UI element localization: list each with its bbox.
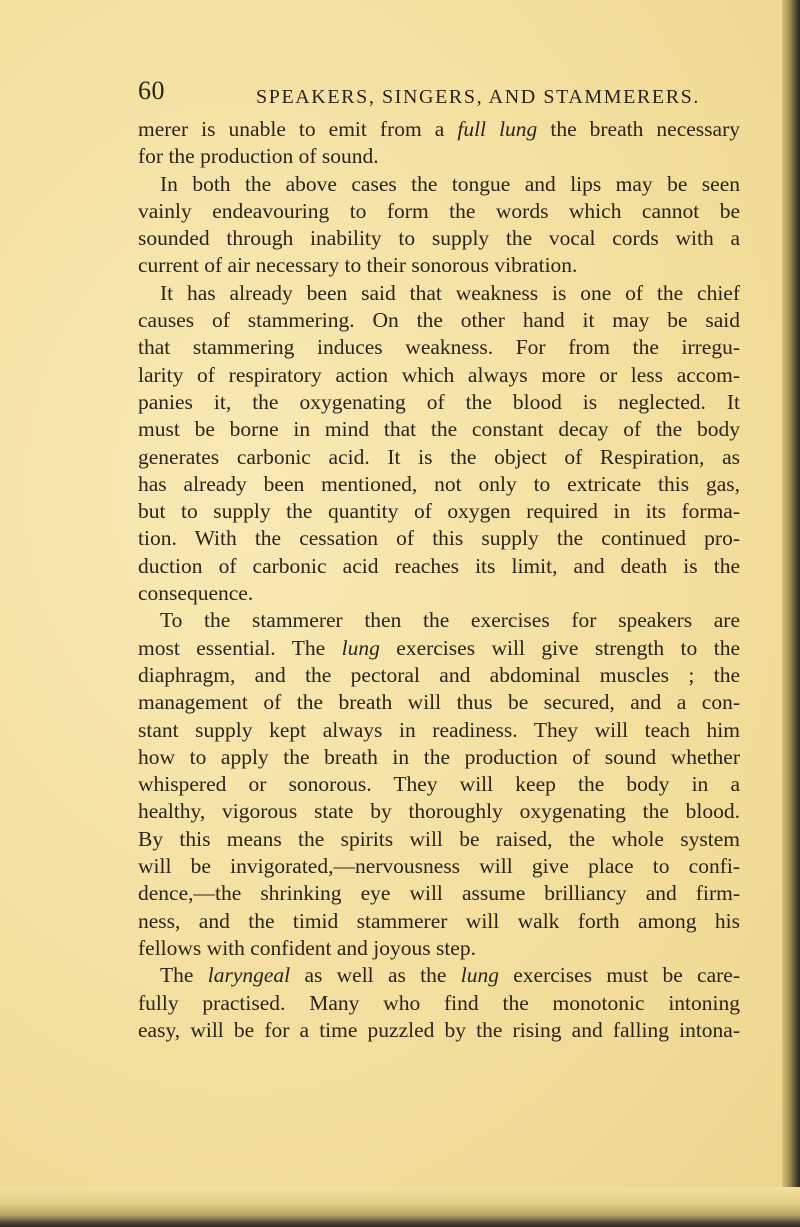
text-line: stant supply kept always in readiness. They will teach him bbox=[138, 717, 740, 742]
text-line: current of air necessary to their sonorous vibration. bbox=[138, 253, 578, 278]
italic-term: full lung bbox=[457, 117, 538, 141]
text-line: dence,—the shrinking eye will assume brilliancy and firm- bbox=[138, 881, 740, 906]
text-line: generates carbonic acid. It is the object of Respiration, as bbox=[138, 444, 740, 469]
running-head: SPEAKERS, SINGERS, AND STAMMERERS. bbox=[256, 86, 700, 108]
text-line: will be invigorated,—nervousness will give place to confi- bbox=[138, 854, 740, 879]
text-line: It has already been said that weakness is one of the chief bbox=[160, 280, 740, 305]
text-line: consequence. bbox=[138, 581, 254, 606]
text-line: vainly endeavouring to form the words which cannot be bbox=[138, 198, 740, 223]
page-edge-shadow bbox=[782, 0, 800, 1227]
text-line: but to supply the quantity of oxygen required in its forma- bbox=[138, 499, 740, 524]
text-line: panies it, the oxygenating of the blood is neglected. It bbox=[138, 389, 740, 414]
italic-term: laryngeal bbox=[207, 963, 291, 988]
page-bottom-shadow bbox=[0, 1187, 800, 1227]
text-line: causes of stammering. On the other hand it may be said bbox=[138, 308, 740, 333]
text-line: management of the breath will thus be secured, and a con- bbox=[138, 690, 740, 715]
text-line: To the stammerer then the exercises for speakers are bbox=[160, 608, 740, 633]
text-line: In both the above cases the tongue and lips may be seen bbox=[160, 171, 740, 196]
text-line: diaphragm, and the pectoral and abdominal muscles ; the bbox=[138, 662, 740, 687]
page-header bbox=[138, 76, 738, 116]
page-number: 60 bbox=[138, 76, 165, 105]
text-line: most essential. The lung exercises will give strength to the bbox=[138, 635, 740, 660]
text-line: easy, will be for a time puzzled by the rising and falling intona- bbox=[138, 1017, 740, 1042]
text-line: sounded through inability to supply the vocal cords with a bbox=[138, 226, 740, 251]
italic-term: lung bbox=[341, 635, 380, 660]
text-line: has already been mentioned, not only to extricate this gas, bbox=[138, 471, 740, 496]
text-line: tion. With the cessation of this supply the continued pro- bbox=[138, 526, 740, 551]
text-line: must be borne in mind that the constant decay of the body bbox=[138, 417, 740, 442]
text-line: merer is unable to emit from a full lung the breath necessary bbox=[138, 117, 740, 141]
text-line: how to apply the breath in the production of sound whether bbox=[138, 744, 740, 769]
text-line: By this means the spirits will be raised, the whole system bbox=[138, 826, 740, 851]
text-line: for the production of sound. bbox=[138, 144, 379, 169]
text-line: ness, and the timid stammerer will walk forth among his bbox=[138, 908, 740, 933]
text-line: fully practised. Many who find the monotonic intoning bbox=[138, 990, 740, 1015]
text-line: larity of respiratory action which always more or less accom- bbox=[138, 362, 740, 387]
body-text bbox=[138, 116, 740, 1044]
text-line: duction of carbonic acid reaches its limit, and death is the bbox=[138, 553, 740, 578]
text-line: whispered or sonorous. They will keep the body in a bbox=[138, 772, 740, 797]
italic-term: lung bbox=[460, 963, 499, 988]
text-line: The laryngeal as well as the lung exercises must be care- bbox=[160, 963, 740, 988]
text-line: that stammering induces weakness. For from the irregu- bbox=[138, 335, 740, 360]
text-line: healthy, vigorous state by thoroughly oxygenating the blood. bbox=[138, 799, 740, 824]
text-line: fellows with confident and joyous step. bbox=[138, 935, 476, 960]
